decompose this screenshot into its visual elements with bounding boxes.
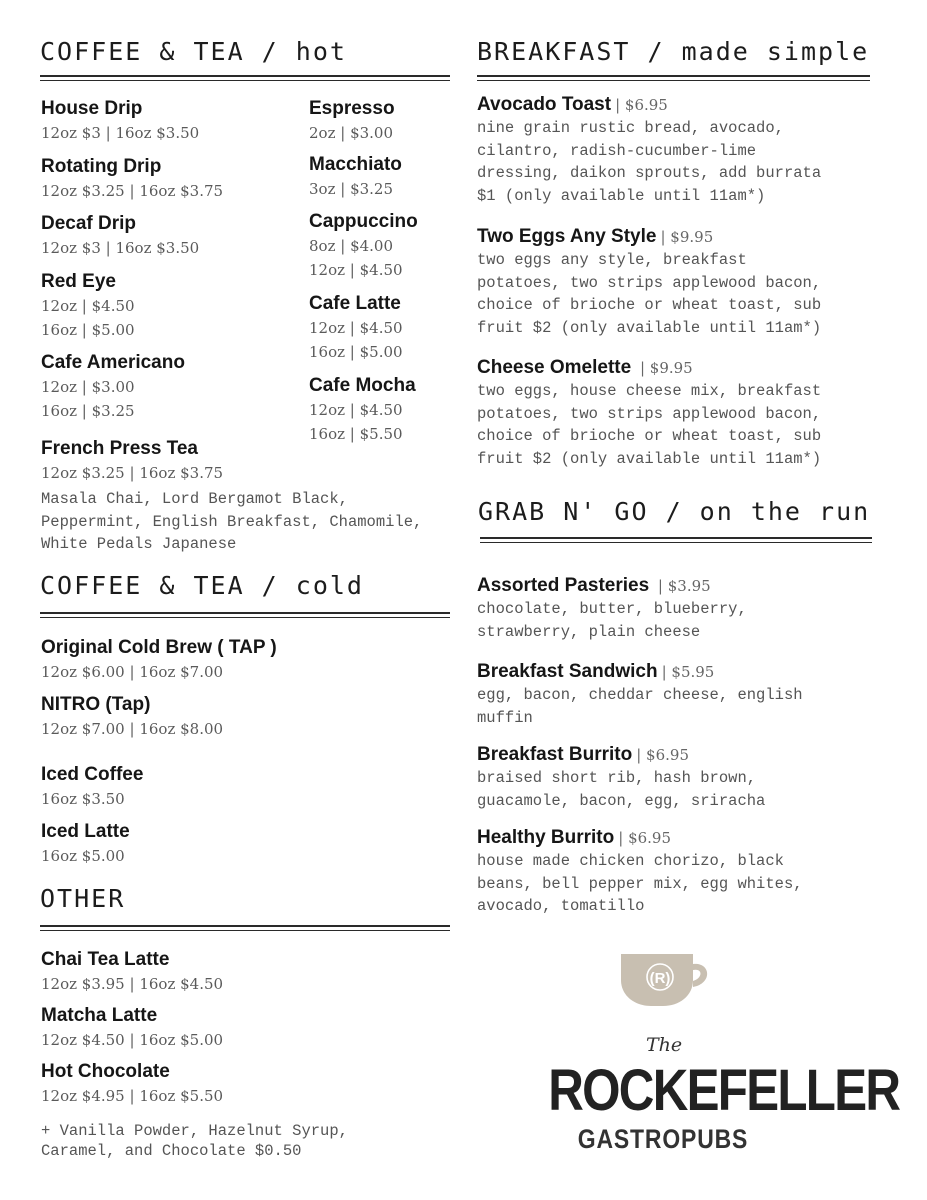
cup-emblem-letter: (R)	[649, 970, 671, 987]
item-name: Decaf Drip	[41, 213, 137, 234]
item-name: Original Cold Brew ( TAP )	[41, 637, 277, 658]
tea-desc-line: Masala Chai, Lord Bergamot Black,	[41, 490, 348, 508]
item-name: Macchiato	[309, 154, 402, 175]
item-name: Iced Coffee	[41, 764, 144, 785]
logo-the: The	[646, 1034, 683, 1056]
item-price: 12oz | $4.50	[309, 319, 403, 337]
item-name: Healthy Burrito	[477, 827, 615, 848]
item-price: 16oz | $5.50	[309, 425, 403, 443]
item-name: Hot Chocolate	[41, 1061, 170, 1082]
cold-item-nitro	[41, 693, 223, 741]
hot-item-cafe-americano	[41, 351, 185, 423]
cold-item-iced-coffee	[41, 763, 143, 811]
item-price: 12oz | $3.00	[41, 378, 135, 396]
item-desc-line: muffin	[477, 708, 533, 727]
item-desc-line: cilantro, radish-cucumber-lime	[477, 141, 757, 160]
tea-desc-line: Peppermint, English Breakfast, Chamomile,	[41, 512, 423, 531]
item-desc-line: nine grain rustic bread, avocado,	[477, 119, 784, 137]
grab-item-healthy-burrito	[477, 826, 803, 918]
item-price: 12oz | $4.50	[309, 261, 403, 279]
item-desc-line: fruit $2 (only available until 11am*)	[477, 318, 822, 337]
other-item-matcha-latte	[41, 1004, 223, 1052]
hot-item-rotating-drip	[41, 155, 223, 203]
item-name: Cafe Mocha	[309, 375, 416, 396]
item-price: 16oz | $5.00	[309, 343, 403, 361]
item-name: Two Eggs Any Style	[477, 226, 657, 247]
section-title-hot: COFFEE & TEA / hot	[40, 37, 347, 66]
breakfast-item-avocado-toast	[477, 93, 821, 207]
grab-item-breakfast-sandwich	[477, 660, 803, 729]
item-desc-line: two eggs any style, breakfast	[477, 251, 747, 269]
item-price: | $3.95	[653, 577, 711, 595]
item-name: House Drip	[41, 98, 143, 119]
addons-line: Caramel, and Chocolate $0.50	[41, 1142, 302, 1160]
item-price: 8oz | $4.00	[309, 237, 394, 255]
section-title-cold: COFFEE & TEA / cold	[40, 571, 364, 600]
hot-item-cappuccino	[309, 210, 418, 282]
item-desc-line: egg, bacon, cheddar cheese, english	[477, 686, 803, 704]
item-desc-line: potatoes, two strips applewood bacon,	[477, 273, 822, 292]
item-price: | $6.95	[618, 829, 672, 847]
item-price: 12oz | $4.50	[309, 401, 403, 419]
item-price: 12oz | $4.50	[41, 297, 135, 315]
item-price: | $6.95	[615, 96, 668, 114]
item-name: Breakfast Burrito	[477, 744, 633, 765]
hot-item-espresso	[309, 97, 395, 145]
other-item-chai-tea-latte	[41, 948, 223, 996]
item-name: French Press Tea	[41, 438, 199, 459]
item-name: Breakfast Sandwich	[477, 661, 658, 682]
item-name: Red Eye	[41, 271, 116, 292]
cold-item-iced-latte	[41, 820, 130, 868]
logo-wordmark: ROCKEFELLER	[548, 1058, 900, 1123]
item-name: NITRO (Tap)	[41, 694, 151, 715]
item-name: Cafe Americano	[41, 352, 185, 373]
cold-item-original-cold-brew	[41, 636, 277, 684]
hot-item-house-drip	[41, 97, 199, 145]
item-desc-line: $1 (only available until 11am*)	[477, 186, 766, 205]
item-price: 16oz | $5.00	[41, 321, 135, 339]
addons-note	[41, 1121, 348, 1161]
item-price: | $9.95	[635, 359, 693, 377]
grab-item-breakfast-burrito	[477, 743, 765, 812]
item-name: Avocado Toast	[477, 94, 612, 115]
section-title-breakfast: BREAKFAST / made simple	[477, 37, 870, 66]
section-divider	[40, 612, 450, 618]
item-price: 12oz $3.25 | 16oz $3.75	[41, 182, 224, 200]
item-price: 12oz $4.50 | 16oz $5.00	[41, 1031, 224, 1049]
item-name: Assorted Pasteries	[477, 575, 650, 596]
item-desc-line: potatoes, two strips applewood bacon,	[477, 404, 822, 423]
item-name: Cheese Omelette	[477, 357, 632, 378]
item-desc-line: fruit $2 (only available until 11am*)	[477, 449, 822, 468]
tea-desc-line: White Pedals Japanese	[41, 535, 237, 553]
section-divider	[40, 925, 450, 931]
hot-item-french-press-tea	[41, 437, 223, 485]
item-price: 12oz $3 | 16oz $3.50	[41, 124, 200, 142]
item-price: 16oz | $3.25	[41, 402, 135, 420]
item-name: Chai Tea Latte	[41, 949, 170, 970]
item-price: 12oz $3.95 | 16oz $4.50	[41, 975, 224, 993]
item-price: 16oz $3.50	[41, 790, 125, 808]
item-desc-line: braised short rib, hash brown,	[477, 769, 757, 787]
section-title-other: OTHER	[40, 884, 126, 913]
item-desc-line: chocolate, butter, blueberry,	[477, 600, 747, 618]
item-price: 12oz $3 | 16oz $3.50	[41, 239, 200, 257]
item-desc-line: guacamole, bacon, egg, sriracha	[477, 791, 766, 810]
section-divider	[40, 75, 450, 81]
item-price: 12oz $3.25 | 16oz $3.75	[41, 464, 224, 482]
item-price: | $9.95	[660, 228, 714, 246]
hot-item-decaf-drip	[41, 212, 199, 260]
item-desc-line: dressing, daikon sprouts, add burrata	[477, 164, 822, 182]
section-title-grab-n-go: GRAB N' GO / on the run	[478, 497, 871, 526]
item-name: Cappuccino	[309, 211, 418, 232]
item-price: 12oz $4.95 | 16oz $5.50	[41, 1087, 224, 1105]
item-name: Cafe Latte	[309, 293, 401, 314]
coffee-cup-logo-icon	[617, 950, 713, 1010]
grab-item-assorted-pasteries	[477, 574, 747, 643]
hot-item-cafe-mocha	[309, 374, 416, 446]
addons-line: + Vanilla Powder, Hazelnut Syrup,	[41, 1122, 348, 1140]
section-divider	[480, 537, 872, 543]
item-price: 3oz | $3.25	[309, 180, 394, 198]
item-name: Matcha Latte	[41, 1005, 158, 1026]
item-desc-line: avocado, tomatillo	[477, 897, 645, 915]
breakfast-item-two-eggs	[477, 225, 821, 339]
hot-item-cafe-latte	[309, 292, 403, 364]
item-price: 12oz $7.00 | 16oz $8.00	[41, 720, 224, 738]
other-item-hot-chocolate	[41, 1060, 223, 1108]
item-desc-line: beans, bell pepper mix, egg whites,	[477, 874, 803, 893]
item-desc-line: two eggs, house cheese mix, breakfast	[477, 382, 822, 400]
item-desc-line: choice of brioche or wheat toast, sub	[477, 427, 822, 445]
hot-item-macchiato	[309, 153, 402, 201]
logo-subtitle: GASTROPUBS	[577, 1124, 749, 1154]
item-name: Iced Latte	[41, 821, 130, 842]
breakfast-item-cheese-omelette	[477, 356, 821, 470]
section-divider	[477, 75, 870, 81]
item-price: 2oz | $3.00	[309, 124, 394, 142]
item-name: Espresso	[309, 98, 395, 119]
item-desc-line: house made chicken chorizo, black	[477, 852, 784, 870]
item-name: Rotating Drip	[41, 156, 162, 177]
tea-varieties	[41, 488, 422, 556]
item-desc-line: strawberry, plain cheese	[477, 622, 701, 641]
cup-handle	[693, 964, 707, 987]
item-price: | $5.95	[661, 663, 715, 681]
item-price: 16oz $5.00	[41, 847, 125, 865]
item-price: | $6.95	[636, 746, 689, 764]
item-desc-line: choice of brioche or wheat toast, sub	[477, 296, 822, 314]
hot-item-red-eye	[41, 270, 135, 342]
item-price: 12oz $6.00 | 16oz $7.00	[41, 663, 224, 681]
